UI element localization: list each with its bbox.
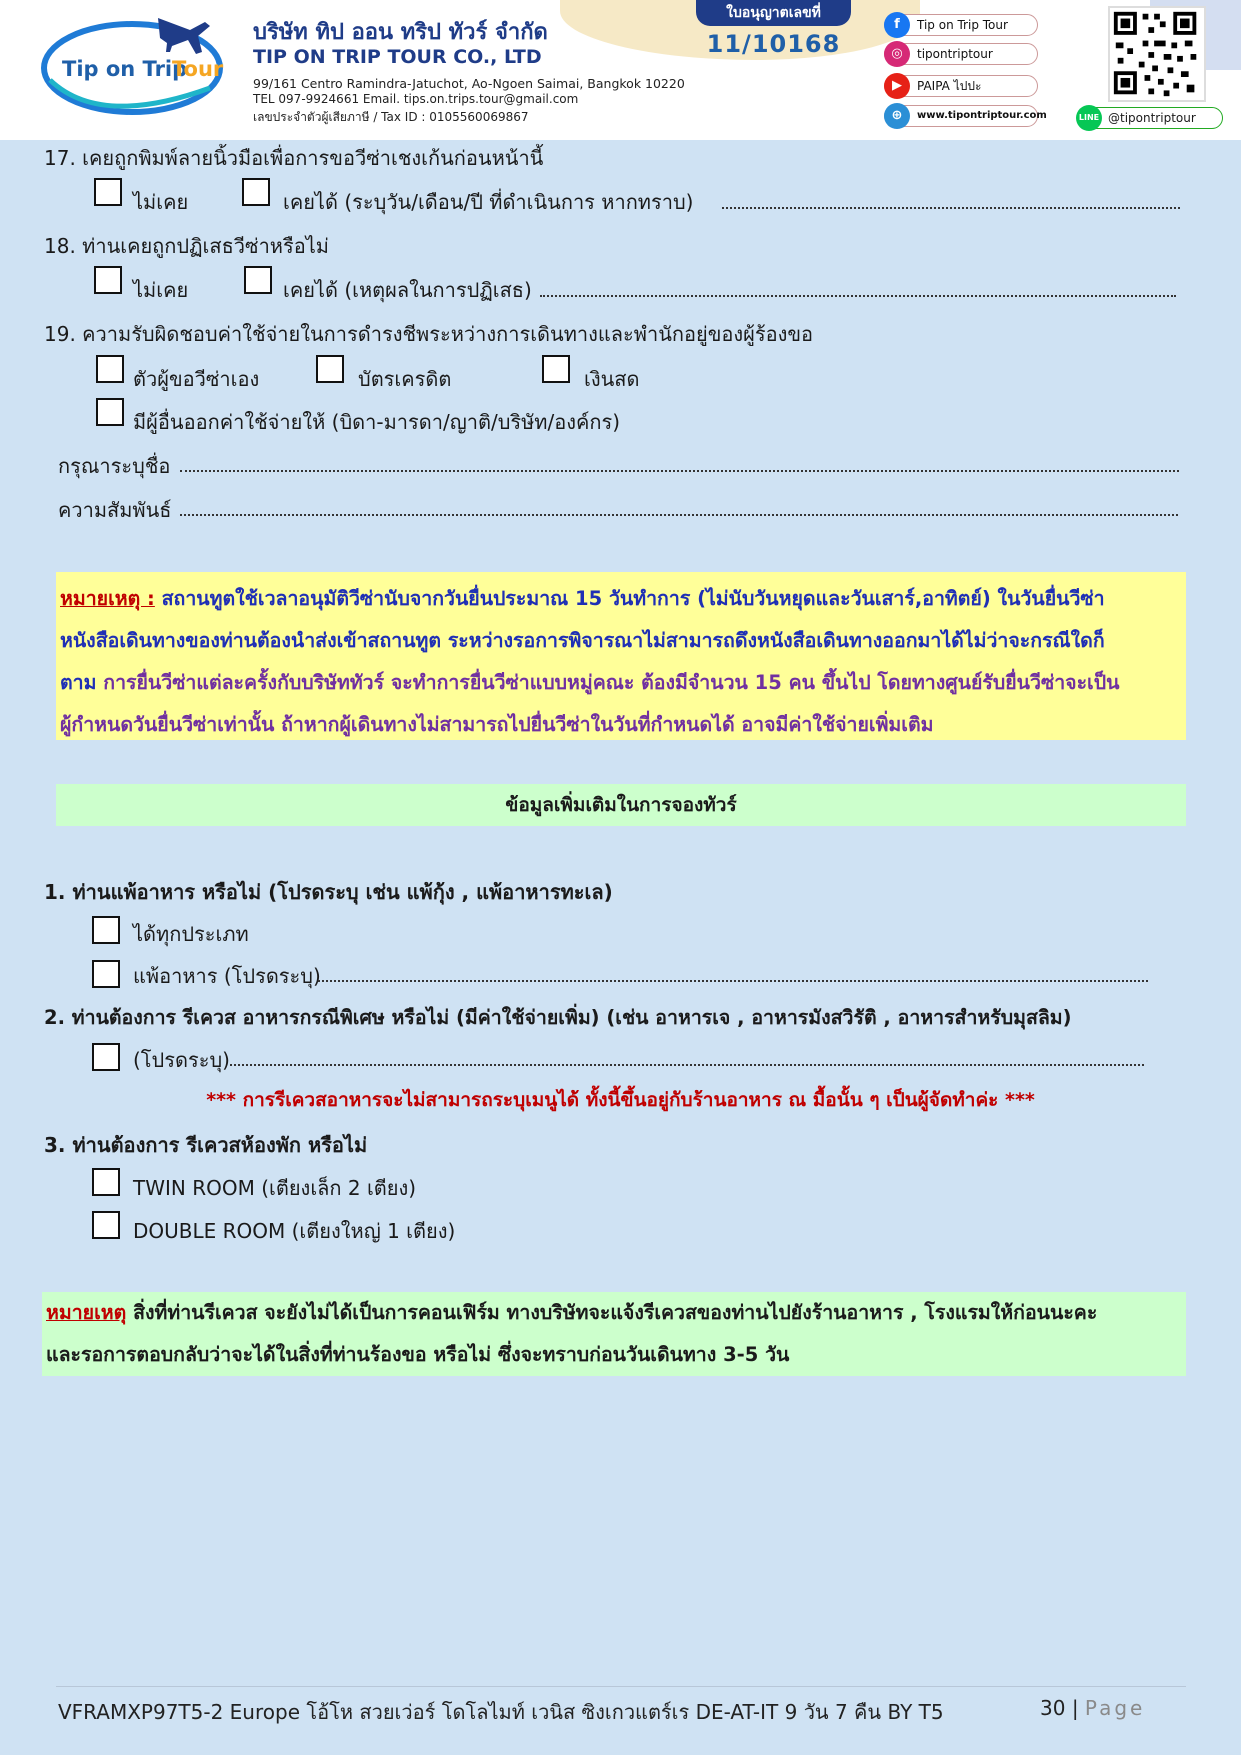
company-logo [40, 8, 230, 123]
line-label: @tipontriptour [1108, 111, 1196, 125]
note2-label: หมายเหตุ [46, 1301, 127, 1324]
company-contact: TEL 097-9924661 Email. tips.on.trips.tour@gmail.com [253, 92, 579, 106]
food-allergy-checkbox[interactable] [92, 960, 120, 988]
q17-never-checkbox[interactable] [94, 178, 122, 206]
note2-line-2: และรอการตอบกลับว่าจะได้ในสิ่งที่ท่านร้องขอ หรือไม่ ซึ่งจะทราบก่อนวันเดินทาง 3-5 วัน [46, 1343, 790, 1366]
q19-credit-card-label: บัตรเครดิต [358, 367, 452, 391]
q18-yes-label: เคยได้ (เหตุผลในการปฏิเสธ) [283, 278, 532, 302]
line-link[interactable] [1077, 107, 1223, 129]
q19-sponsor-label: มีผู้อื่นออกค่าใช้จ่ายให้ (บิดา-มารดา/ญาติ/บริษัท/องค์กร) [133, 410, 621, 434]
note-line-1: สถานทูตใช้เวลาอนุมัติวีซ่านับจากวันยื่นประมาณ 15 วันทำการ (ไม่นับวันหยุดและวันเสาร์,อาทิตย์) ในวันยื่นวีซ่า [154, 587, 1105, 610]
page-number: 30 [1040, 1696, 1066, 1720]
section-title: ข้อมูลเพิ่มเติมในการจองทัวร์ [56, 784, 1186, 826]
svg-text:Tour: Tour [172, 57, 224, 81]
visa-processing-note [56, 572, 1186, 740]
instagram-icon: ◎ [884, 41, 910, 67]
sponsor-name-label: กรุณาระบุชื่อ [58, 454, 171, 478]
line-icon: LINE [1076, 105, 1102, 131]
note-line-3b: การยื่นวีซ่าแต่ละครั้งกับบริษัททัวร์ จะทำการยื่นวีซ่าแบบหมู่คณะ ต้องมีจำนวน 15 คน ขึ้นไป โดยทางศูนย์รับยื่นวีซ่าจะเป็น [96, 671, 1120, 694]
special-meal-field[interactable] [230, 1064, 1144, 1066]
q19-cash-checkbox[interactable] [542, 355, 570, 383]
extra-question-1: 1. ท่านแพ้อาหาร หรือไม่ (โปรดระบุ เช่น แพ้กุ้ง , แพ้อาหารทะเล) [44, 880, 613, 904]
double-room-label: DOUBLE ROOM (เตียงใหญ่ 1 เตียง) [133, 1219, 456, 1243]
q18-never-checkbox[interactable] [94, 266, 122, 294]
relationship-label: ความสัมพันธ์ [58, 498, 172, 522]
company-address: 99/161 Centro Ramindra-Jatuchot, Ao-Ngoen Saimai, Bangkok 10220 [253, 76, 685, 91]
request-note [42, 1292, 1186, 1376]
license-label: ใบอนุญาตเลขที่ [696, 0, 851, 26]
special-meal-checkbox[interactable] [92, 1043, 120, 1071]
q19-self-checkbox[interactable] [96, 355, 124, 383]
double-room-checkbox[interactable] [92, 1211, 120, 1239]
q19-self-label: ตัวผู้ขอวีซ่าเอง [133, 367, 260, 391]
sponsor-name-field[interactable] [180, 470, 1179, 472]
q17-yes-checkbox[interactable] [242, 178, 270, 206]
note-line-4: ผู้กำหนดวันยื่นวีซ่าเท่านั้น ถ้าหากผู้เดินทางไม่สามารถไปยื่นวีซ่าในวันที่กำหนดได้ อาจมีค่าใช้จ่ายเพิ่มเติม [60, 713, 934, 736]
footer-page-number [1040, 1696, 1145, 1720]
food-any-label: ได้ทุกประเภท [133, 922, 249, 946]
youtube-link[interactable] [884, 75, 1038, 97]
website-link[interactable] [884, 105, 1047, 127]
relationship-field[interactable] [180, 514, 1178, 516]
website-label: www.tipontriptour.com [917, 110, 1047, 121]
q17-date-field[interactable] [722, 207, 1180, 209]
page-separator: | [1071, 1696, 1079, 1720]
facebook-icon: f [884, 12, 910, 38]
question-18: 18. ท่านเคยถูกปฏิเสธวีซ่าหรือไม่ [44, 234, 329, 258]
question-19: 19. ความรับผิดชอบค่าใช้จ่ายในการดำรงชีพระหว่างการเดินทางและพำนักอยู่ของผู้ร้องขอ [44, 322, 814, 346]
food-any-checkbox[interactable] [92, 916, 120, 944]
facebook-label: Tip on Trip Tour [917, 18, 1008, 32]
note-label: หมายเหตุ : [60, 587, 155, 610]
letterhead [0, 0, 1241, 140]
q17-yes-label: เคยได้ (ระบุวัน/เดือน/ปี ที่ดำเนินการ หากทราบ) [283, 190, 694, 214]
instagram-link[interactable] [884, 43, 1038, 65]
special-meal-label: (โปรดระบุ) [133, 1048, 230, 1072]
q19-credit-card-checkbox[interactable] [316, 355, 344, 383]
license-number: 11/10168 [706, 30, 841, 58]
twin-room-label: TWIN ROOM (เตียงเล็ก 2 เตียง) [133, 1176, 417, 1200]
note-line-3a: ตาม [60, 671, 97, 694]
q18-never-label: ไม่เคย [133, 278, 189, 302]
svg-text:Tip on Trip: Tip on Trip [62, 57, 188, 81]
q17-never-label: ไม่เคย [133, 190, 189, 214]
company-name-thai: บริษัท ทิป ออน ทริป ทัวร์ จำกัด [253, 20, 548, 45]
note-line-2: หนังสือเดินทางของท่านต้องนำส่งเข้าสถานทูต ระหว่างรอการพิจารณาไม่สามารถดึงหนังสือเดินทางออกมาได้ไม่ว่าจะกรณีใดก็ [60, 629, 1105, 652]
facebook-link[interactable] [884, 14, 1038, 36]
q18-yes-checkbox[interactable] [244, 266, 272, 294]
extra-question-3: 3. ท่านต้องการ รีเควสห้องพัก หรือไม่ [44, 1133, 368, 1157]
q19-cash-label: เงินสด [584, 367, 640, 391]
food-allergy-field[interactable] [318, 980, 1148, 982]
note2-line-1: สิ่งที่ท่านรีเควส จะยังไม่ได้เป็นการคอนเฟิร์ม ทางบริษัทจะแจ้งรีเควสของท่านไปยังร้านอาหาร , โรงแรมให้ก่อนนะคะ [126, 1301, 1098, 1324]
meal-request-warning: *** การรีเควสอาหารจะไม่สามารถระบุเมนูได้ ทั้งนี้ขึ้นอยู่กับร้านอาหาร ณ มื้อนั้น ๆ เป็นผู้จัดทำค่ะ *** [206, 1089, 1035, 1111]
q18-reason-field[interactable] [540, 295, 1176, 297]
instagram-label: tipontriptour [917, 47, 993, 61]
question-17: 17. เคยถูกพิมพ์ลายนิ้วมือเพื่อการขอวีซ่าเชงเก้นก่อนหน้านี้ [44, 146, 544, 170]
footer-program-code: VFRAMXP97T5-2 Europe โอ้โห สวยเว่อร์ โดโลไมท์ เวนิส ซิงเกวแตร์เร DE-AT-IT 9 วัน 7 คืน BY T5 [58, 1700, 944, 1724]
footer-divider [56, 1686, 1186, 1687]
page-word: Page [1084, 1696, 1146, 1720]
globe-icon: ⊕ [884, 103, 910, 129]
q19-sponsor-checkbox[interactable] [96, 398, 124, 426]
youtube-icon: ▶ [884, 73, 910, 99]
qr-code [1108, 6, 1206, 102]
food-allergy-label: แพ้อาหาร (โปรดระบุ) [133, 964, 321, 988]
company-name-english: TIP ON TRIP TOUR CO., LTD [253, 46, 542, 68]
extra-question-2: 2. ท่านต้องการ รีเควส อาหารกรณีพิเศษ หรือไม่ (มีค่าใช้จ่ายเพิ่ม) (เช่น อาหารเจ , อาหารมังสวิรัติ , อาหารสำหรับมุสลิม) [44, 1006, 1072, 1029]
youtube-label: PAIPA ไปปะ [917, 79, 982, 93]
twin-room-checkbox[interactable] [92, 1168, 120, 1196]
company-tax-id: เลขประจำตัวผู้เสียภาษี / Tax ID : 0105560069867 [253, 110, 529, 124]
